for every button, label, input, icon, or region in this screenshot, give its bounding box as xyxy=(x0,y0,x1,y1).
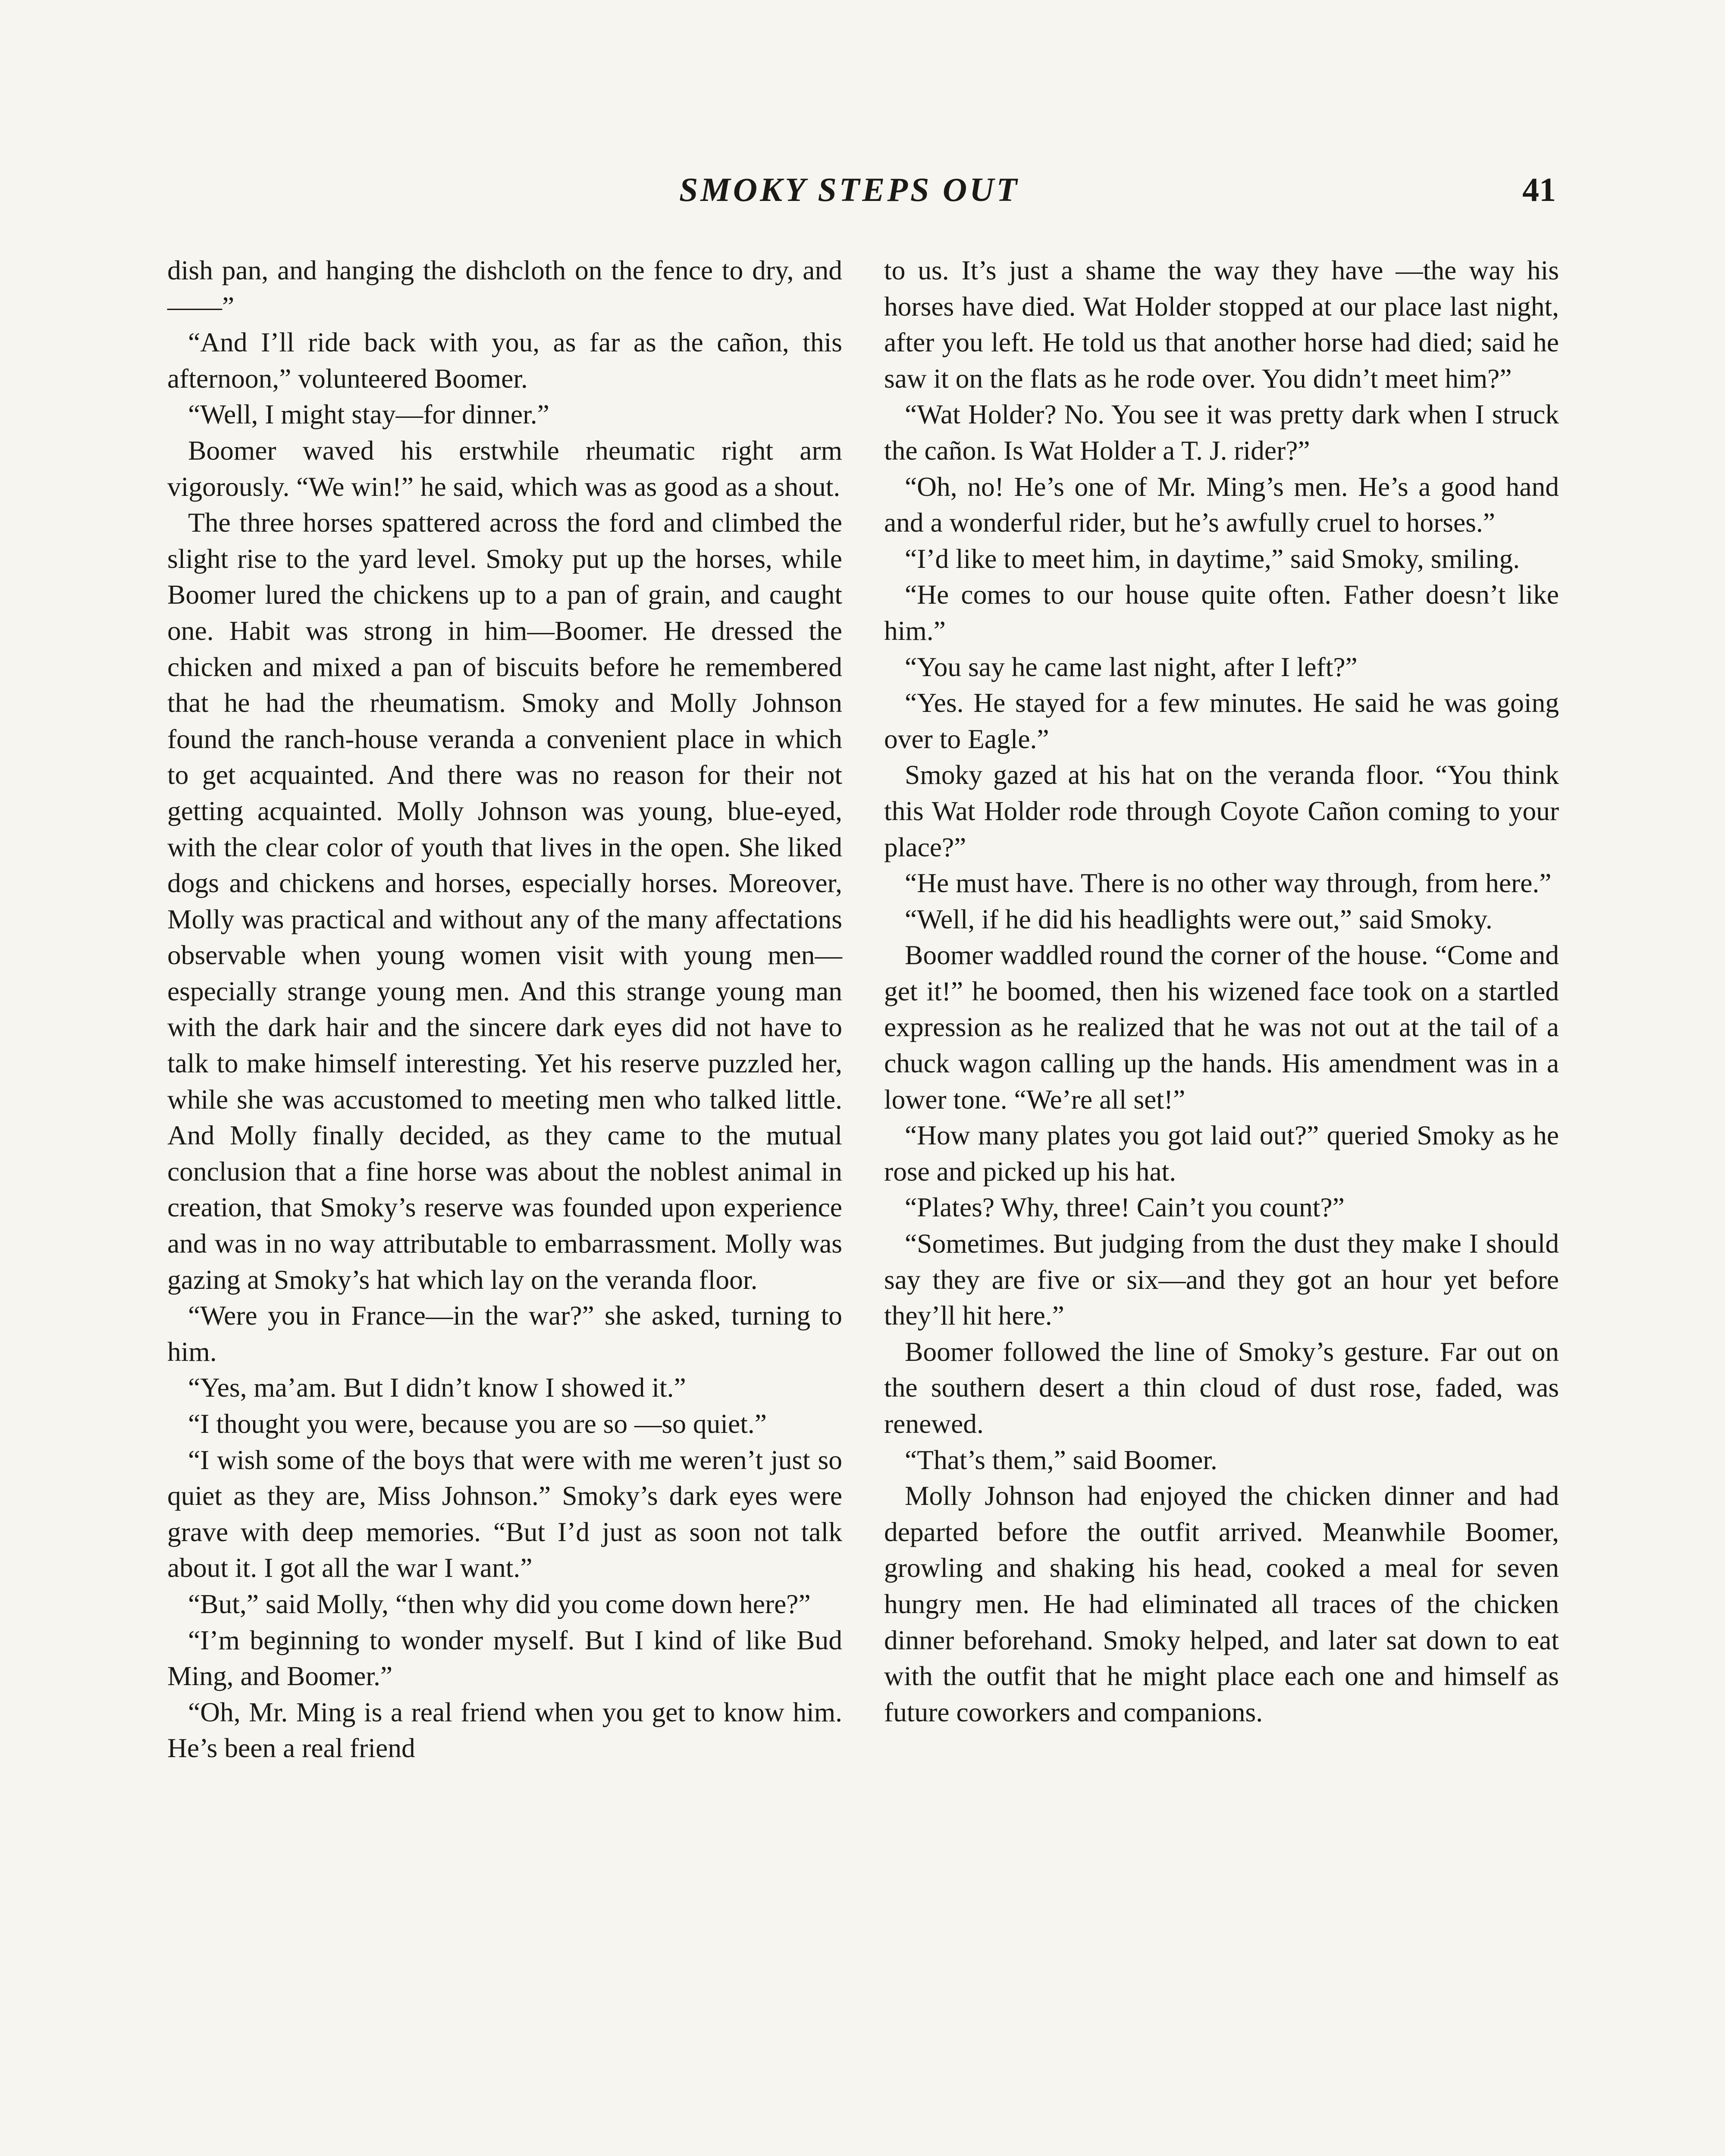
paragraph: dish pan, and hanging the dishcloth on the fence to dry, and——” xyxy=(167,255,842,322)
paragraph: “Well, if he did his headlights were out,” said Smoky. xyxy=(905,903,1493,934)
paragraph: “Plates? Why, three! Cain’t you count?” xyxy=(905,1192,1345,1223)
paragraph: “I’m beginning to wonder myself. But I kind of like Bud Ming, and Boomer.” xyxy=(167,1624,842,1692)
paragraph: “I thought you were, because you are so —so quiet.” xyxy=(188,1408,767,1439)
paragraph: “Sometimes. But judging from the dust they make I should say they are five or six—and they got an hour yet before they’ll hit here.” xyxy=(884,1228,1559,1331)
paragraph: “I’d like to meet him, in daytime,” said Smoky, smiling. xyxy=(905,543,1520,574)
paragraph: “Were you in France—in the war?” she asked, turning to him. xyxy=(167,1300,842,1367)
right-text-column xyxy=(884,252,1559,1730)
page-number: 41 xyxy=(1522,171,1556,208)
paragraph: Boomer waved his erstwhile rheumatic right arm vigorously. “We win!” he said, which was as good as a shout. xyxy=(167,435,842,502)
paragraph: “Yes, ma’am. But I didn’t know I showed it.” xyxy=(188,1372,686,1403)
paragraph: to us. It’s just a shame the way they have —the way his horses have died. Wat Holder stopped at our place last night, after you left. He told us that another horse had died; said he saw it on the flats as he rode over. You didn’t meet him?” xyxy=(884,255,1559,394)
paragraph: “Well, I might stay—for dinner.” xyxy=(188,399,549,430)
paragraph: “Oh, Mr. Ming is a real friend when you get to know him. He’s been a real friend xyxy=(167,1696,842,1764)
paragraph: “He must have. There is no other way through, from here.” xyxy=(905,868,1552,899)
paragraph: Boomer waddled round the corner of the house. “Come and get it!” he boomed, then his wizened face took on a startled expression as he realized that he was not out at the tail of a chuck wagon calling up the hands. His amendment was in a lower tone. “We’re all set!” xyxy=(884,940,1559,1115)
paragraph: “I wish some of the boys that were with me weren’t just so quiet as they are, Miss Johnson.” Smoky’s dark eyes were grave with deep memories. “But I’d just as soon not talk about it. I got all the war I want.” xyxy=(167,1444,842,1583)
paragraph: “Yes. He stayed for a few minutes. He said he was going over to Eagle.” xyxy=(884,687,1559,754)
paragraph: “How many plates you got laid out?” queried Smoky as he rose and picked up his hat. xyxy=(884,1120,1559,1187)
paragraph: “That’s them,” said Boomer. xyxy=(905,1444,1217,1475)
paragraph: “Oh, no! He’s one of Mr. Ming’s men. He’s a good hand and a wonderful rider, but he’s awfully cruel to horses.” xyxy=(884,471,1559,538)
paragraph: Boomer followed the line of Smoky’s gesture. Far out on the southern desert a thin cloud of dust rose, faded, was renewed. xyxy=(884,1336,1559,1439)
paragraph: “He comes to our house quite often. Father doesn’t like him.” xyxy=(884,579,1559,646)
paragraph: The three horses spattered across the ford and climbed the slight rise to the yard level. Smoky put up the horses, while Boomer lured the chickens up to a pan of grain, and caught one. Habit was strong in him—Boomer. He dressed the chicken and mixed a pan of biscuits before he remembered that he had the rheumatism. Smoky and Molly Johnson found the ranch-house veranda a convenient place in which to get acquainted. And there was no reason for their not getting acquainted. Molly Johnson was young, blue-eyed, with the clear color of youth that lives in the open. She liked dogs and chickens and horses, especially horses. Moreover, Molly was practical and without any of the many affectations observable when young women visit with young men—especially strange young men. And this strange young man with the dark hair and the sincere dark eyes did not have to talk to make himself interesting. Yet his reserve puzzled her, while she was accustomed to meeting men who talked little. And Molly finally decided, as they came to the mutual conclusion that a fine horse was about the noblest animal in creation, that Smoky’s reserve was founded upon experience and was in no way attributable to embarrassment. Molly was gazing at Smoky’s hat which lay on the veranda floor. xyxy=(167,507,842,1295)
paragraph: “And I’ll ride back with you, as far as the cañon, this afternoon,” volunteered Boomer. xyxy=(167,327,842,394)
chapter-title: SMOKY STEPS OUT xyxy=(679,171,1020,208)
paragraph: “But,” said Molly, “then why did you come down here?” xyxy=(188,1588,811,1619)
left-text-column xyxy=(167,252,842,1766)
paragraph: “You say he came last night, after I left?” xyxy=(905,651,1358,682)
running-head xyxy=(0,170,1725,218)
paragraph: “Wat Holder? No. You see it was pretty dark when I struck the cañon. Is Wat Holder a T. J. rider?” xyxy=(884,399,1559,466)
paragraph: Smoky gazed at his hat on the veranda floor. “You think this Wat Holder rode through Coyote Cañon coming to your place?” xyxy=(884,759,1559,862)
paragraph: Molly Johnson had enjoyed the chicken dinner and had departed before the outfit arrived. Meanwhile Boomer, growling and shaking his head, cooked a meal for seven hungry men. He had eliminated all traces of the chicken dinner beforehand. Smoky helped, and later sat down to eat with the outfit that he might place each one and himself as future coworkers and companions. xyxy=(884,1480,1559,1727)
